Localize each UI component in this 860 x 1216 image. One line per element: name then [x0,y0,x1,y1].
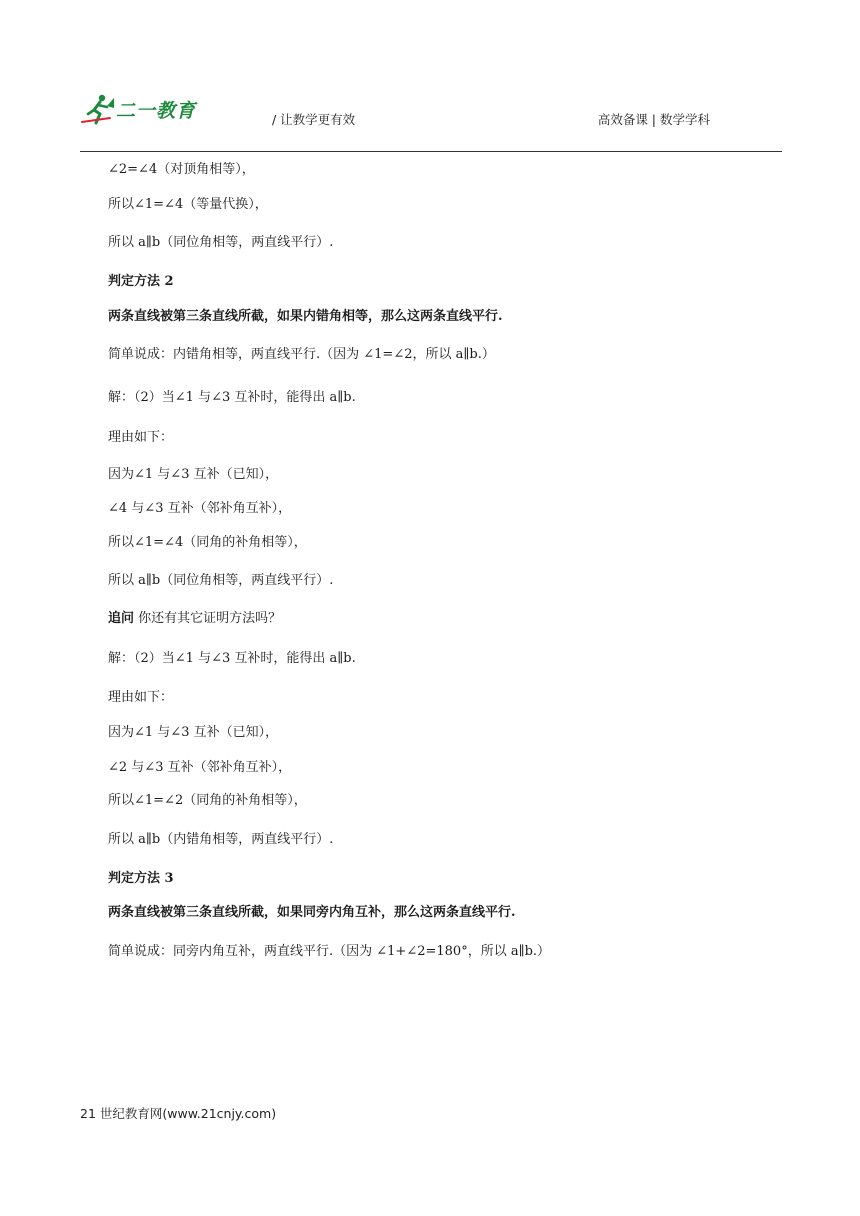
header-subject: 高效备课 | 数学学科 [597,112,710,127]
text-line [108,430,173,446]
text-line-bold [108,274,174,290]
text-line [108,162,255,178]
line-text: 解：（2）当∠1 与∠3 互补时，能得出 a∥b. [108,390,356,405]
text-line [108,501,291,517]
line-text: ∠4 与∠3 互补（邻补角互补）， [108,501,292,516]
line-text: 所以 a∥b（内错角相等，两直线平行）. [108,832,334,847]
page-header [80,92,782,152]
text-line [108,573,333,589]
runner-icon [80,92,116,128]
line-text: 追问 [108,611,135,626]
header-divider [80,151,782,152]
text-line [108,390,356,406]
text-line [108,793,307,809]
line-text: ∠2 与∠3 互补（邻补角互补）， [108,760,292,775]
line-text: 所以 a∥b（同位角相等，两直线平行）. [108,235,334,250]
text-line [108,690,173,706]
line-text: 所以 a∥b（同位角相等，两直线平行）. [108,573,334,588]
line-text: 因为∠1 与∠3 互补（已知）， [108,467,279,482]
line-text: 简单说成：同旁内角互补，两直线平行.（因为 ∠1+∠2=180°，所以 a∥b.） [108,944,551,959]
text-line [108,347,495,363]
logo-text: 二一教育 [116,100,197,122]
text-line [108,651,356,667]
line-suffix: 你还有其它证明方法吗？ [134,611,282,626]
text-line [108,197,268,213]
line-text: 所以∠1=∠4（等量代换）， [108,197,268,212]
line-text: 两条直线被第三条直线所截，如果同旁内角互补，那么这两条直线平行. [108,905,516,920]
line-text: 理由如下： [108,430,174,445]
text-line [108,760,291,776]
text-line-bold [108,905,516,921]
line-text: 解：（2）当∠1 与∠3 互补时，能得出 a∥b. [108,651,356,666]
line-text: 因为∠1 与∠3 互补（已知）， [108,725,279,740]
text-line [108,725,278,741]
logo [80,92,200,128]
text-line [108,535,307,551]
line-text: 判定方法 2 [108,274,174,289]
line-text: 判定方法 3 [108,871,174,886]
text-line [108,235,333,251]
text-line-bold [108,309,503,325]
line-text: ∠2=∠4（对顶角相等）， [108,162,255,177]
line-text: 理由如下： [108,690,174,705]
line-text: 两条直线被第三条直线所截，如果内错角相等，那么这两条直线平行. [108,309,503,324]
text-line-bold [108,611,281,627]
header-slogan: / 让教学更有效 [272,112,356,127]
line-text: 所以∠1=∠4（同角的补角相等）， [108,535,307,550]
text-line [108,467,278,483]
footer-source: 21 世纪教育网(www.21cnjy.com) [80,1106,277,1121]
line-text: 所以∠1=∠2（同角的补角相等）， [108,793,307,808]
line-text: 简单说成：内错角相等，两直线平行.（因为 ∠1=∠2，所以 a∥b.） [108,347,495,362]
text-line-bold [108,871,174,887]
text-line [108,944,550,960]
text-line [108,832,333,848]
